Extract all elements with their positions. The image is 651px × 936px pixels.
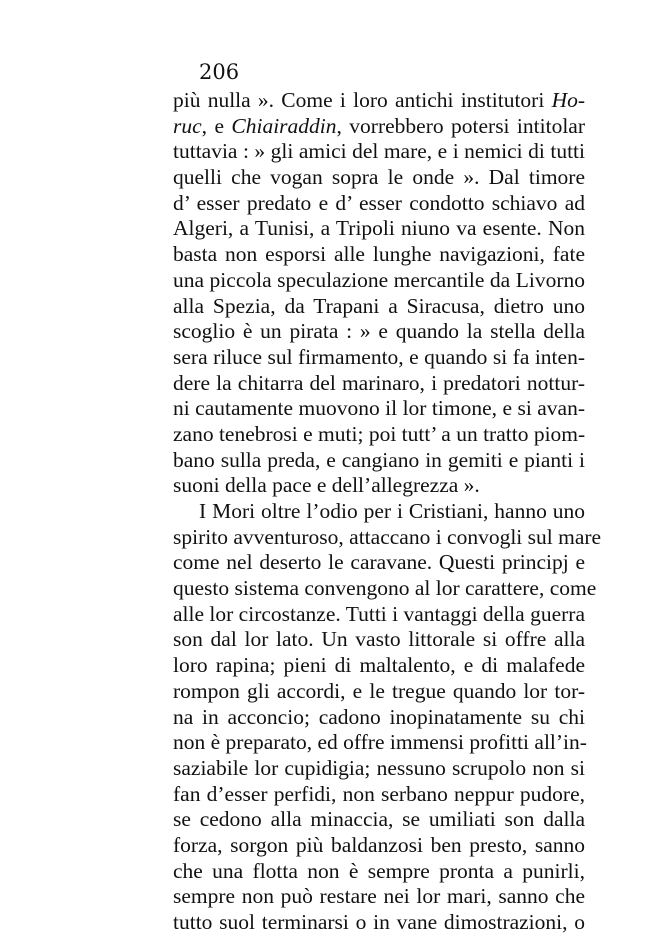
text-segment: na in acconcio; cadono inopinatamente su chi: [173, 704, 585, 729]
text-line: [173, 756, 585, 782]
text-segment: una piccola speculazione mercantile da Livorno: [173, 267, 585, 292]
text-line: [173, 679, 585, 705]
text-segment: sempre non può restare nei lor mari, sanno che: [173, 884, 585, 909]
text-segment: tuttavia : » gli amici del mare, e i nemici di tutti: [173, 139, 585, 164]
italic-name: Ho-: [551, 88, 585, 112]
text-line: [173, 730, 585, 756]
text-line: [173, 371, 585, 397]
text-line: [173, 602, 585, 628]
page-number: 206: [199, 60, 240, 84]
text-line: [173, 242, 585, 268]
text-segment: son dal lor lato. Un vasto littorale si offre alla: [173, 627, 585, 652]
text-line: [173, 627, 585, 653]
text-segment: alle lor circostanze. Tutti i vantaggi della guerra: [173, 601, 585, 626]
text-segment: più nulla ». Come i loro antichi institutori: [173, 88, 552, 112]
text-segment: Algeri, a Tunisi, a Tripoli niuno va esente. Non: [173, 216, 585, 241]
text-line: [173, 833, 585, 859]
text-line: [173, 396, 585, 422]
text-segment: rompon gli accordi, e le tregue quando lor tor-: [173, 678, 585, 703]
text-line: [173, 782, 585, 808]
text-line: [173, 345, 585, 371]
text-line: [173, 550, 585, 576]
text-segment: che una flotta non è sempre pronta a punirli,: [173, 858, 585, 883]
text-line: [173, 473, 585, 499]
text-segment: spirito avventuroso, attaccano i convogli sul mare: [173, 524, 602, 549]
text-line: [173, 910, 585, 936]
text-segment: ni cautamente muovono il lor timone, e si avan-: [173, 396, 585, 421]
text-line: [173, 114, 585, 140]
text-segment: basta non esporsi alle lunghe navigazioni, fate: [173, 242, 585, 267]
text-segment: tutto suol terminarsi o in vane dimostrazioni, o: [173, 910, 585, 934]
text-segment: bano sulla preda, e cangiano in gemiti e pianti i: [173, 447, 585, 472]
text-segment: d’ esser predato e d’ esser condotto schiavo ad: [173, 190, 585, 215]
text-line: [173, 499, 585, 525]
text-segment: forza, sorgon più baldanzosi ben presto, sanno: [173, 832, 585, 857]
text-line: [173, 884, 585, 910]
text-line: [173, 524, 602, 551]
text-line: [173, 859, 585, 885]
text-segment: saziabile lor cupidigia; nessuno scrupolo non si: [173, 755, 585, 780]
text-segment: loro rapina; pieni di maltalento, e di malafede: [173, 653, 585, 678]
text-line: [173, 268, 585, 294]
text-line: [173, 191, 585, 217]
text-segment: quelli che vogan sopra le onde ». Dal timore: [173, 165, 585, 190]
text-line: [173, 88, 585, 114]
text-segment: , e: [201, 113, 232, 138]
text-line: [173, 319, 585, 345]
text-line: [173, 653, 585, 679]
text-segment: alla Spezia, da Trapani a Siracusa, dietro uno: [173, 293, 585, 318]
italic-name: ruc: [173, 113, 202, 138]
text-segment: questo sistema convengono al lor carattere, come: [173, 576, 597, 601]
text-segment: sera riluce sul firmamento, e quando si fa inten-: [173, 344, 585, 369]
text-segment: suoni della pace e dell’allegrezza ».: [173, 473, 480, 498]
text-segment: dere la chitarra del marinaro, i predatori nottur-: [173, 370, 585, 395]
text-segment: non è preparato, ed offre immensi profitti all’in-: [173, 730, 587, 755]
text-segment: I Mori oltre l’odio per i Cristiani, hanno uno: [199, 499, 585, 523]
text-line: [173, 807, 585, 833]
text-segment: zano tenebrosi e muti; poi tutt’ a un tratto piom-: [173, 421, 586, 446]
text-line: [173, 448, 585, 474]
text-segment: fan d’esser perfidi, non serbano neppur pudore,: [173, 781, 585, 806]
text-segment: , vorrebbero potersi intitolar: [336, 113, 585, 138]
text-line: [173, 216, 585, 242]
text-segment: scoglio è un pirata : » e quando la stella della: [173, 319, 585, 344]
italic-name: Chiairaddin: [231, 113, 337, 138]
text-line: [173, 139, 585, 165]
text-line: [173, 294, 585, 320]
text-line: [173, 422, 585, 448]
text-segment: come nel deserto le caravane. Questi principj e: [173, 550, 585, 575]
text-segment: se cedono alla minaccia, se umiliati son dalla: [173, 807, 585, 832]
body-text: [173, 88, 602, 936]
text-line: [173, 165, 585, 191]
text-line: [173, 576, 597, 602]
text-line: [173, 705, 585, 731]
